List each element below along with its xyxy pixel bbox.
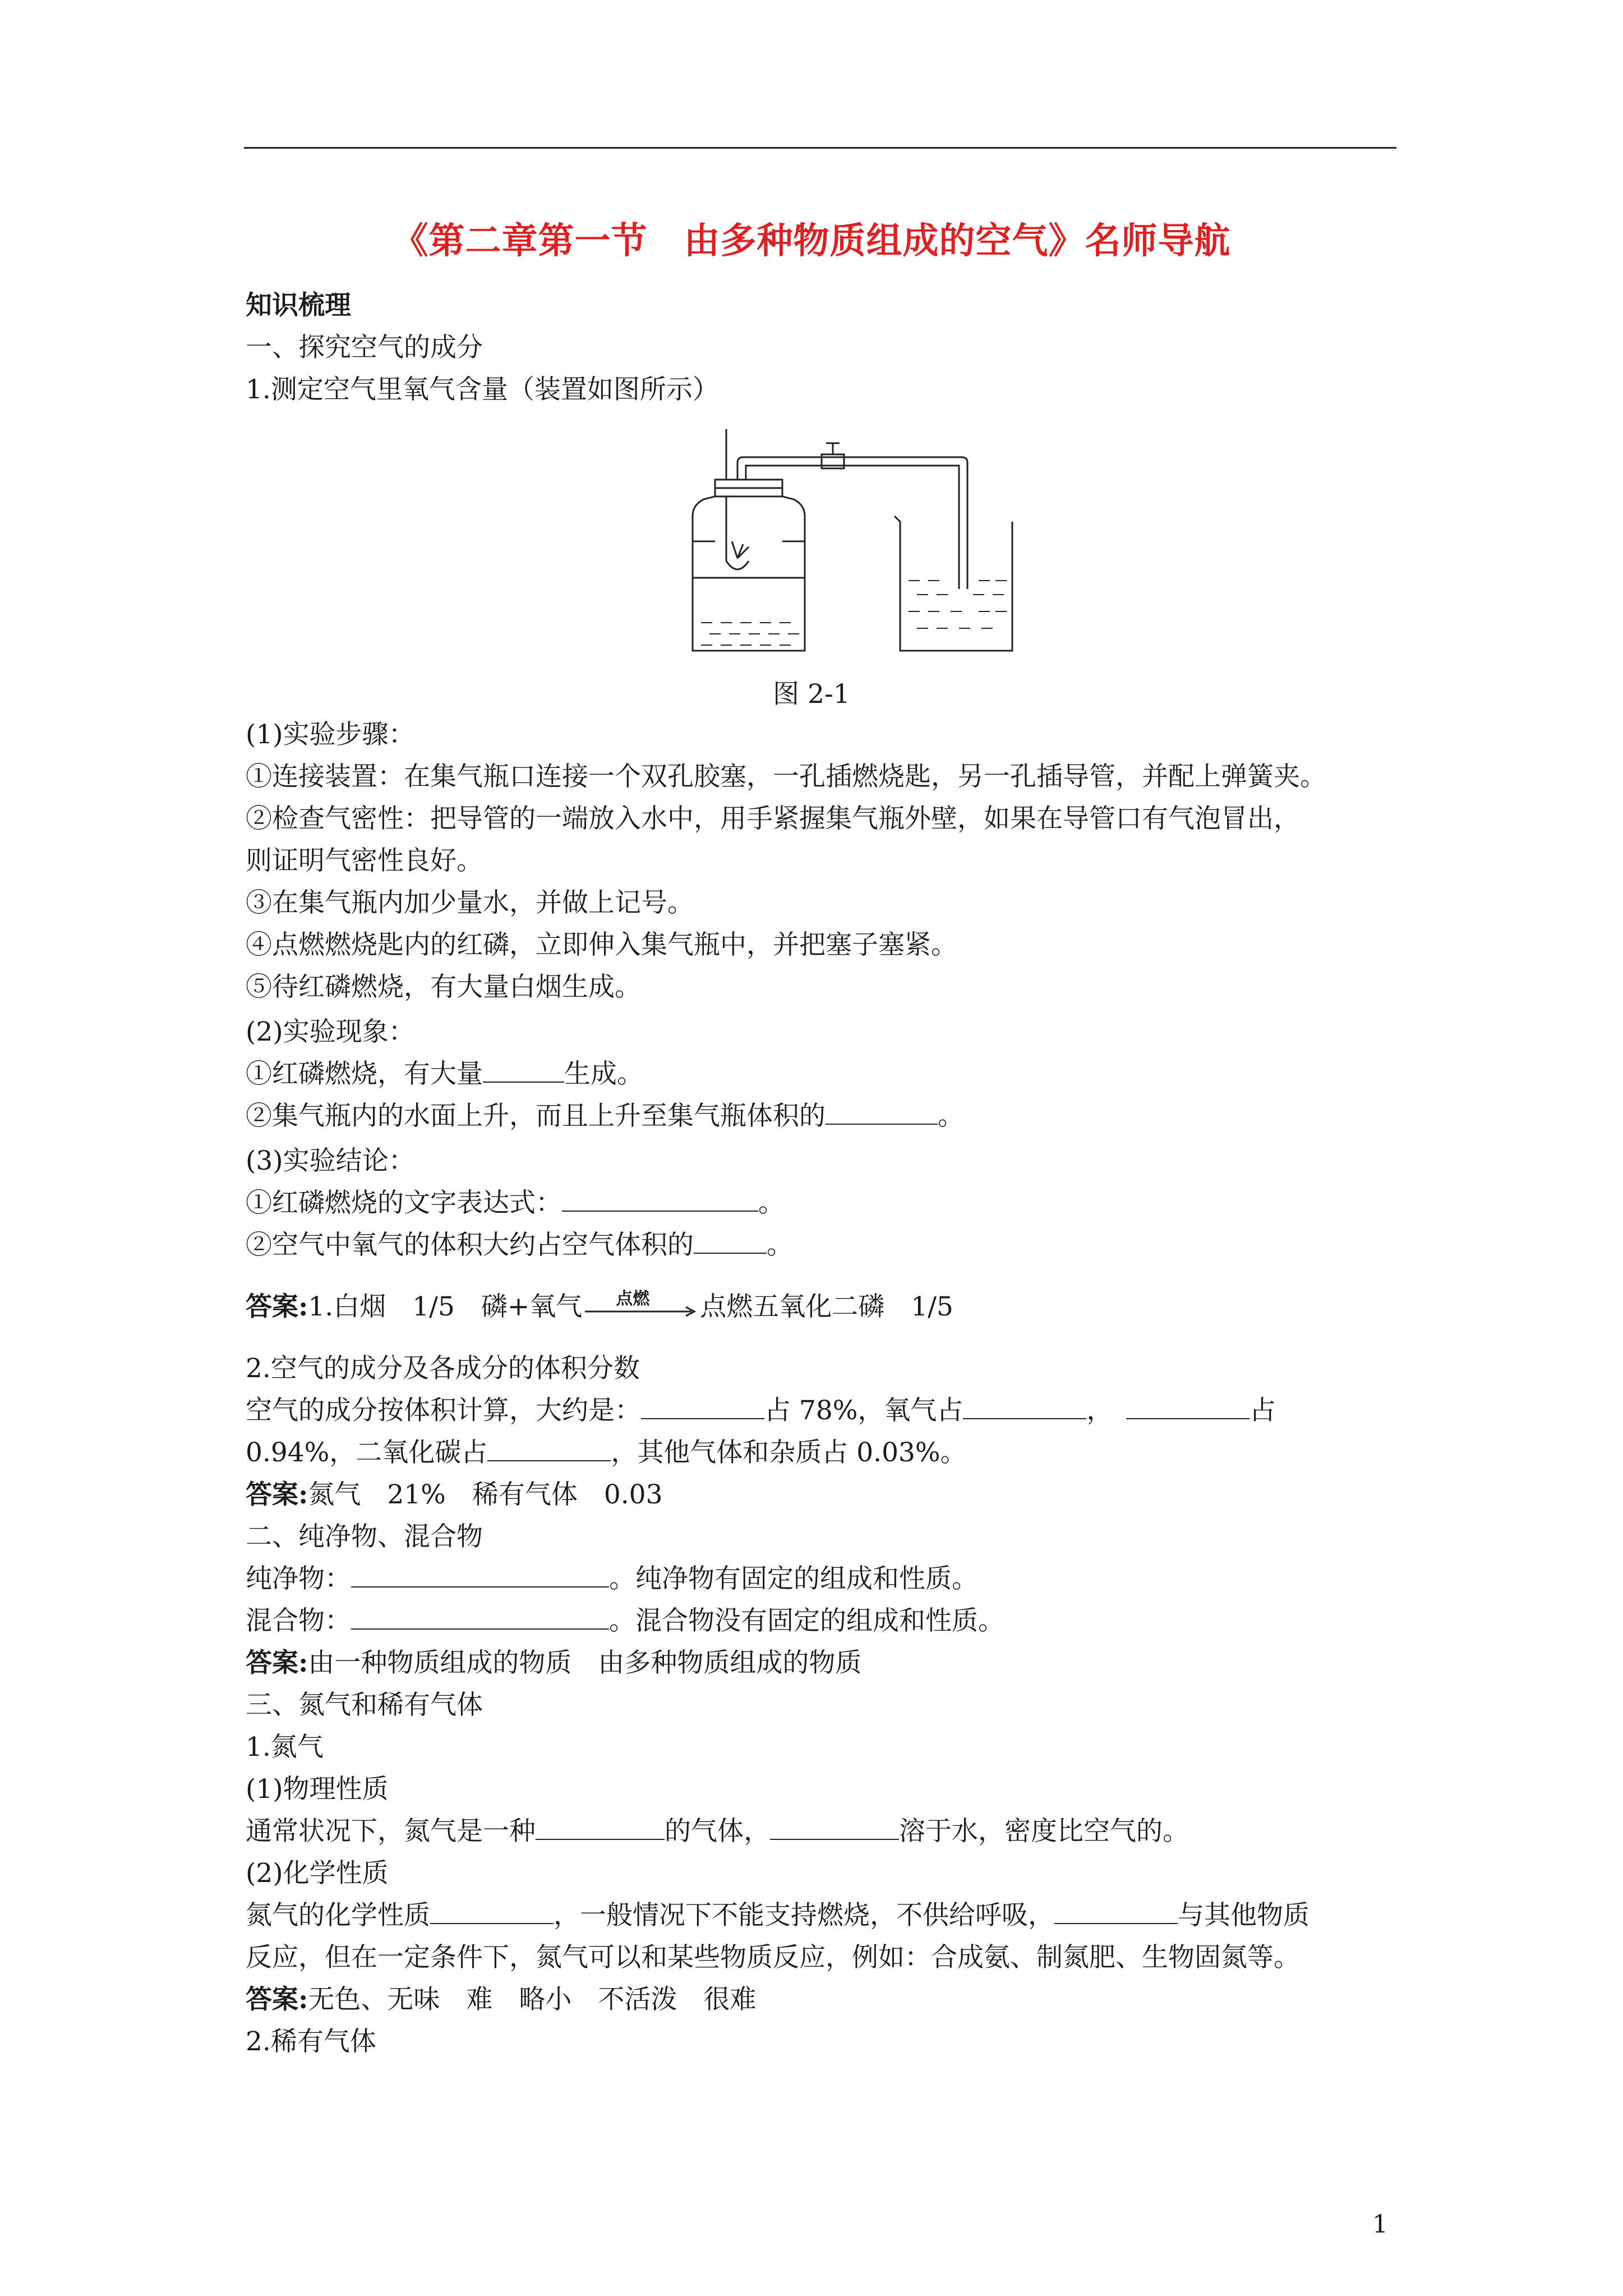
- conclusion-1-text: ①红磷燃烧的文字表达式：: [246, 1188, 562, 1218]
- answer-label: 答案:: [246, 1291, 308, 1322]
- step-3: ③在集气瓶内加少量水，并做上记号。: [246, 887, 694, 918]
- section1-item2: 2.空气的成分及各成分的体积分数: [246, 1353, 640, 1384]
- physical-properties-line: [246, 1815, 1189, 1848]
- section-heading: 知识梳理: [246, 290, 351, 321]
- chem-text-c: 与其他物质: [1178, 1900, 1310, 1931]
- blank[interactable]: [483, 1059, 564, 1083]
- physical-properties-heading: (1)物理性质: [246, 1774, 389, 1805]
- rare-gases-heading: 2.稀有气体: [246, 2026, 376, 2057]
- steps-heading: (1)实验步骤：: [246, 719, 415, 750]
- section2-heading: 二、纯净物、混合物: [246, 1521, 483, 1552]
- answer-3-text: 由一种物质组成的物质 由多种物质组成的物质: [308, 1648, 862, 1678]
- answer-1-text: 1.白烟 1/5 磷+氧气: [308, 1291, 583, 1322]
- arrow-label: 点燃: [616, 1289, 650, 1309]
- pure-substance-line: [246, 1562, 978, 1596]
- phenomenon-2-text: ②集气瓶内的水面上升，而且上升至集气瓶体积的: [246, 1101, 826, 1131]
- answer-label: 答案:: [246, 1648, 308, 1678]
- mixture-label: 混合物：: [246, 1605, 351, 1636]
- step-1: ①连接装置：在集气瓶口连接一个双孔胶塞，一孔插燃烧匙，另一孔插导管，并配上弹簧夹。: [246, 761, 1326, 792]
- comp-text-a: 空气的成分按体积计算，大约是：: [246, 1395, 641, 1426]
- pure-text: 。纯净物有固定的组成和性质。: [609, 1563, 978, 1594]
- blank[interactable]: [641, 1396, 764, 1419]
- answer-label: 答案:: [246, 1479, 308, 1510]
- blank[interactable]: [770, 1816, 899, 1840]
- comp-text-f: ，其他气体和杂质占 0.03%。: [611, 1437, 967, 1468]
- blank[interactable]: [351, 1564, 609, 1588]
- step-2b: 则证明气密性良好。: [246, 845, 483, 876]
- conclusion-2: [246, 1228, 793, 1262]
- phenomenon-1: [246, 1057, 643, 1091]
- chemical-properties-line-1: [246, 1899, 1310, 1932]
- comp-text-e: 0.94%，二氧化碳占: [246, 1437, 488, 1468]
- step-4: ④点燃燃烧匙内的红磷，立即伸入集气瓶中，并把塞子塞紧。: [246, 930, 957, 960]
- reaction-arrow: [582, 1289, 700, 1323]
- blank[interactable]: [487, 1438, 611, 1461]
- answer-4-text: 无色、无味 难 略小 不活泼 很难: [308, 1984, 757, 2015]
- phys-text-c: 溶于水，密度比空气的。: [899, 1816, 1189, 1847]
- chemical-properties-line-2: 反应，但在一定条件下，氮气可以和某些物质反应，例如：合成氨、制氮肥、生物固氮等。: [246, 1942, 1300, 1973]
- phenomena-heading: (2)实验现象：: [246, 1016, 415, 1047]
- composition-line-1: [246, 1394, 1276, 1428]
- blank[interactable]: [351, 1606, 609, 1630]
- answer-4: [246, 1983, 756, 2017]
- composition-line-2: [246, 1436, 967, 1470]
- blank[interactable]: [826, 1101, 938, 1125]
- blank[interactable]: [963, 1396, 1086, 1419]
- header-rule: [244, 147, 1396, 149]
- apparatus-figure: [681, 426, 1018, 656]
- blank[interactable]: [430, 1901, 554, 1924]
- mixture-text: 。混合物没有固定的组成和性质。: [609, 1605, 1004, 1636]
- conclusion-2-text: ②空气中氧气的体积大约占空气体积的: [246, 1230, 694, 1260]
- nitrogen-heading: 1.氮气: [246, 1732, 324, 1763]
- pure-label: 纯净物：: [246, 1563, 351, 1594]
- phenomenon-2-end: 。: [938, 1101, 964, 1131]
- chem-text-b: ，一般情况下不能支持燃烧，不供给呼吸，: [554, 1900, 1054, 1931]
- blank[interactable]: [1126, 1396, 1249, 1419]
- answer-3: [246, 1646, 861, 1680]
- answer-1: [246, 1290, 953, 1324]
- comp-text-c: ，: [1086, 1395, 1100, 1426]
- phenomenon-2: [246, 1099, 964, 1133]
- chem-text-a: 氮气的化学性质: [246, 1900, 430, 1931]
- chemical-properties-heading: (2)化学性质: [246, 1858, 389, 1889]
- phys-text-a: 通常状况下，氮气是一种: [246, 1816, 536, 1847]
- page-title: 《第二章第一节 由多种物质组成的空气》名师导航: [392, 220, 1231, 262]
- answer-2-text: 氮气 21% 稀有气体 0.03: [308, 1479, 663, 1510]
- step-2a: ②检查气密性：把导管的一端放入水中，用手紧握集气瓶外壁，如果在导管口有气泡冒出，: [246, 803, 1300, 834]
- section1-heading: 一、探究空气的成分: [246, 332, 483, 363]
- blank[interactable]: [694, 1230, 767, 1254]
- blank[interactable]: [1054, 1901, 1178, 1924]
- page-number: 1: [1372, 2210, 1388, 2239]
- blank[interactable]: [536, 1816, 665, 1840]
- blank[interactable]: [562, 1188, 758, 1212]
- answer-1-product: 点燃五氧化二磷 1/5: [700, 1291, 953, 1322]
- section3-heading: 三、氮气和稀有气体: [246, 1690, 483, 1720]
- conclusion-heading: (3)实验结论：: [246, 1145, 415, 1176]
- mixture-line: [246, 1604, 1004, 1638]
- comp-text-d: 占: [1249, 1395, 1276, 1426]
- comp-text-b: 占 78%，氧气占: [764, 1395, 963, 1426]
- conclusion-1-end: 。: [758, 1188, 785, 1218]
- answer-2: [246, 1478, 662, 1512]
- phenomenon-1-end: 生成。: [564, 1059, 643, 1089]
- figure-caption: 图 2-1: [773, 679, 850, 710]
- answer-label: 答案:: [246, 1984, 308, 2015]
- phys-text-b: 的气体，: [665, 1816, 770, 1847]
- section1-item1: 1.测定空气里氧气含量（装置如图所示）: [246, 374, 719, 405]
- step-5: ⑤待红磷燃烧，有大量白烟生成。: [246, 972, 641, 1002]
- conclusion-2-end: 。: [767, 1230, 793, 1260]
- phenomenon-1-text: ①红磷燃烧，有大量: [246, 1059, 483, 1089]
- conclusion-1: [246, 1186, 785, 1220]
